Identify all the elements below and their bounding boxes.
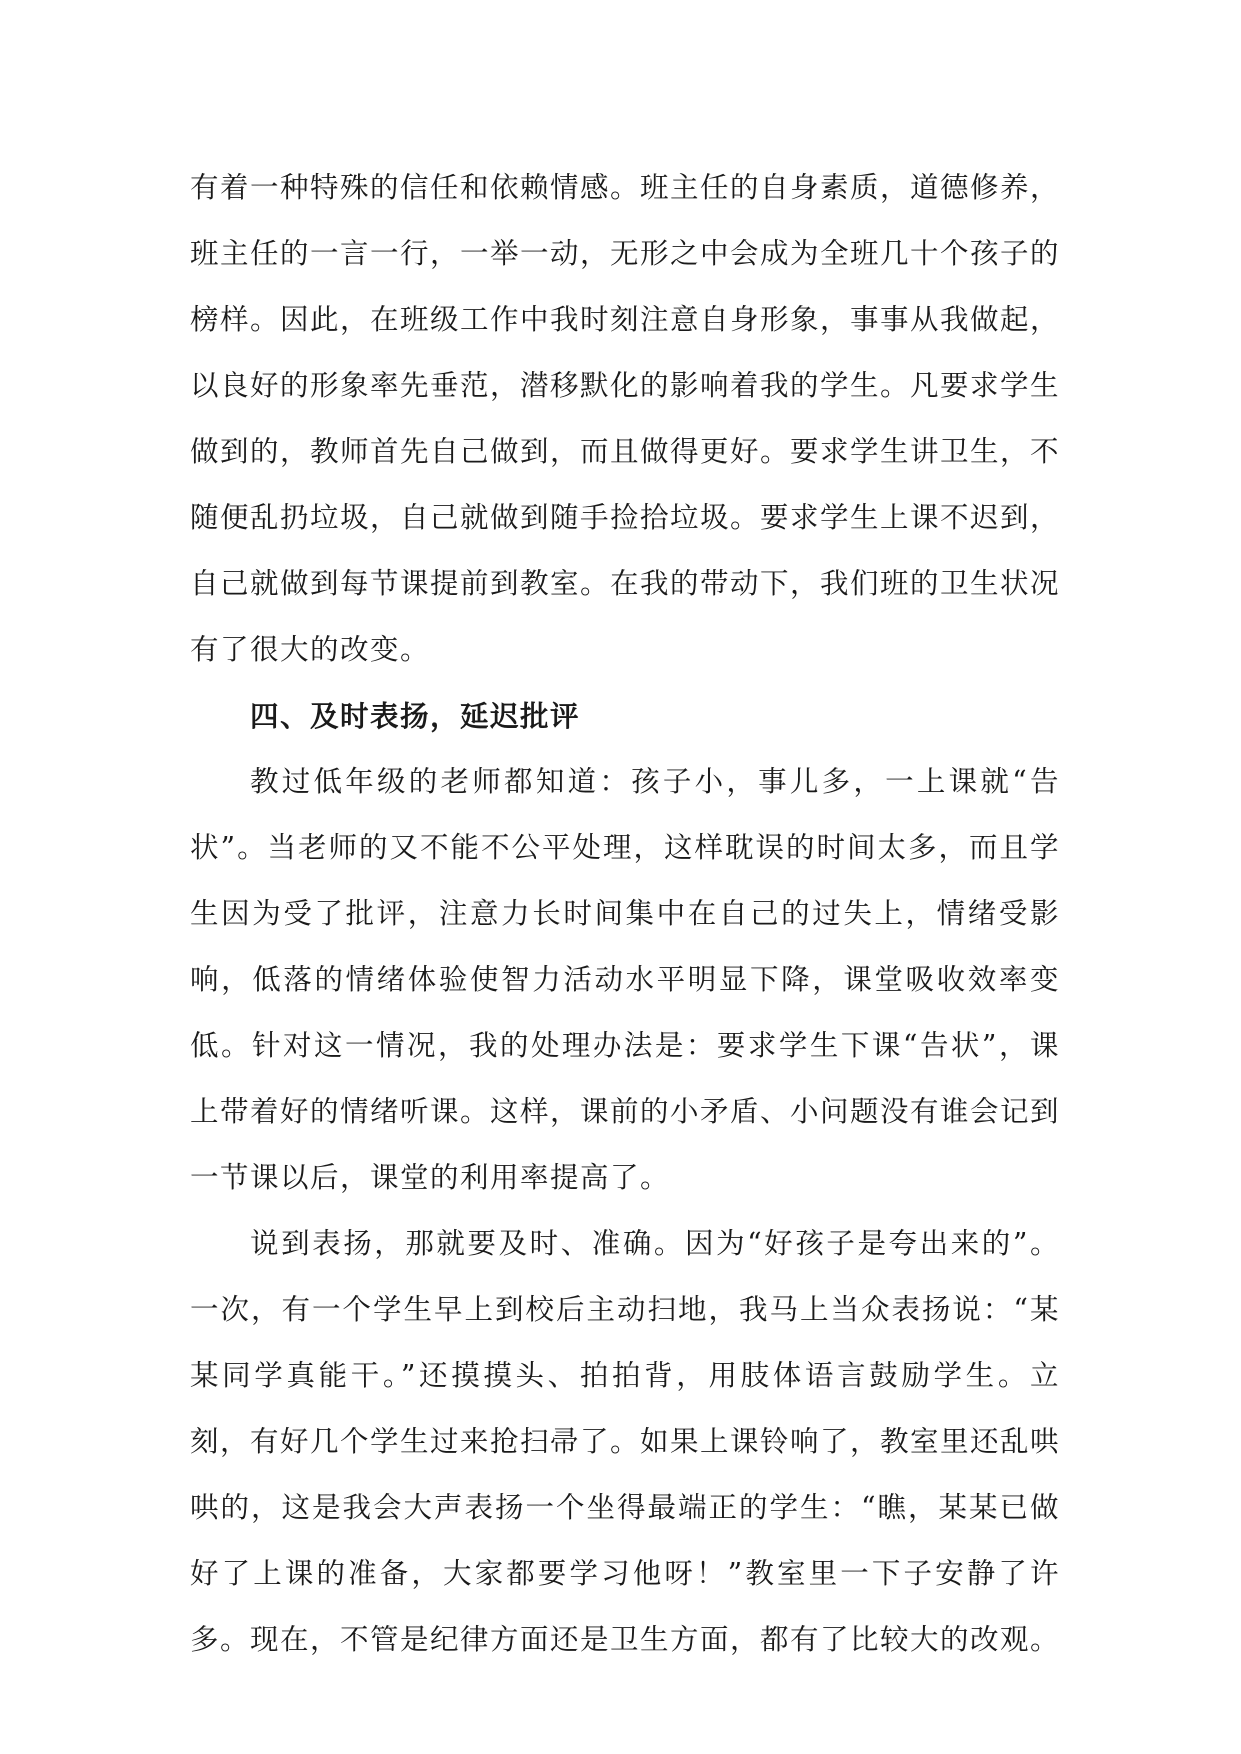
paragraph-continued: 有着一种特殊的信任和依赖情感。班主任的自身素质，道德修养，班主任的一言一行，一举一动，无形之中会成为全班几十个孩子的榜样。因此，在班级工作中我时刻注意自身形象，事事从我做起，以良好的形象率先垂范，潜移默化的影响着我的学生。凡要求学生做到的，教师首先自己做到，而且做得更好。要求学生讲卫生，不随便乱扔垃圾，自己就做到随手捡拾垃圾。要求学生上课不迟到，自己就做到每节课提前到教室。在我的带动下，我们班的卫生状况有了很大的改变。 xyxy=(190,171,1061,666)
section-heading-four: 四、及时表扬，延迟批评 xyxy=(250,699,581,733)
paragraph-complaints: 教过低年级的老师都知道：孩子小，事儿多，一上课就“告状”。当老师的又不能不公平处理，这样耽误的时间太多，而且学生因为受了批评，注意力长时间集中在自己的过失上，情绪受影响，低落的情绪体验使智力活动水平明显下降，课堂吸收效率变低。针对这一情况，我的处理办法是：要求学生下课“告状”，课上带着好的情绪听课。这样，课前的小矛盾、小问题没有谁会记到一节课以后，课堂的利用率提高了。 xyxy=(190,765,1061,1194)
document-body xyxy=(190,155,1060,1673)
paragraph-praise: 说到表扬，那就要及时、准确。因为“好孩子是夸出来的”。一次，有一个学生早上到校后主动扫地，我马上当众表扬说：“某某同学真能干。”还摸摸头、拍拍背，用肢体语言鼓励学生。立刻，有好几个学生过来抢扫帚了。如果上课铃响了，教室里还乱哄哄的，这是我会大声表扬一个坐得最端正的学生：“瞧，某某已做好了上课的准备，大家都要学习他呀！”教室里一下子安静了许多。现在，不管是纪律方面还是卫生方面，都有了比较大的改观。 xyxy=(190,1227,1061,1656)
